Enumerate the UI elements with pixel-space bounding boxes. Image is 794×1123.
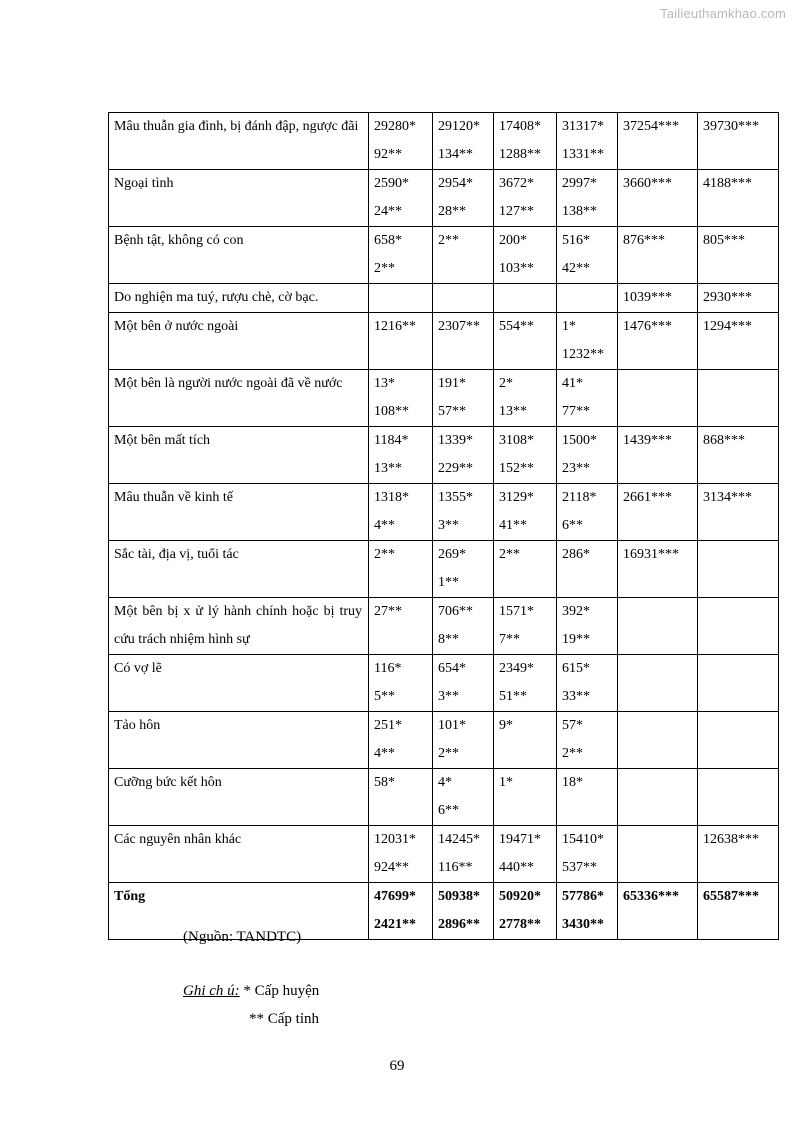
data-cell [557, 484, 618, 541]
row-label: Tảo hôn [109, 712, 369, 769]
cell-value: 29280* [374, 119, 416, 134]
cell-value: 29120* [438, 119, 480, 134]
cell-value: 41** [499, 518, 527, 533]
data-cell [433, 370, 494, 427]
data-cell [618, 313, 698, 370]
data-cell [618, 170, 698, 227]
data-cell [433, 883, 494, 940]
row-label: Một bên là người nước ngoài đã về nước [109, 370, 369, 427]
data-cell [494, 313, 557, 370]
data-cell [557, 712, 618, 769]
cell-value: 116* [374, 661, 402, 676]
cell-value: 2** [438, 746, 459, 761]
data-cell [618, 826, 698, 883]
cell-value: 14245* [438, 832, 480, 847]
cell-value: 2778** [499, 917, 541, 932]
cell-value: 1232** [562, 347, 604, 362]
cell-value: 33** [562, 689, 590, 704]
data-cell [557, 655, 618, 712]
cell-value: 42** [562, 261, 590, 276]
data-cell [433, 227, 494, 284]
row-label: Một bên mất tích [109, 427, 369, 484]
cell-value: 12031* [374, 832, 416, 847]
data-cell [369, 113, 433, 170]
cell-value: 1** [438, 575, 459, 590]
note-line-2: ** Cấp tỉnh [249, 1011, 319, 1027]
cell-value: 3129* [499, 490, 534, 505]
cell-value: 13* [374, 376, 395, 391]
data-cell [618, 113, 698, 170]
cell-value: 286* [562, 547, 590, 562]
cell-value: 706** [438, 604, 473, 619]
cell-value: 2* [499, 376, 513, 391]
data-cell [698, 313, 779, 370]
table-row [109, 170, 779, 227]
data-cell [557, 284, 618, 313]
data-cell [494, 598, 557, 655]
cell-value: 191* [438, 376, 466, 391]
cell-value: 47699* [374, 889, 416, 904]
data-cell [369, 769, 433, 826]
cell-value: 1355* [438, 490, 473, 505]
cell-value: 77** [562, 404, 590, 419]
table-row [109, 655, 779, 712]
data-cell [494, 170, 557, 227]
data-cell [369, 712, 433, 769]
data-cell [494, 769, 557, 826]
table-row [109, 769, 779, 826]
cell-value: 2** [562, 746, 583, 761]
data-cell [698, 598, 779, 655]
cell-value: 101* [438, 718, 466, 733]
data-cell [369, 826, 433, 883]
data-cell [618, 484, 698, 541]
data-cell [698, 712, 779, 769]
cell-value: 58* [374, 775, 395, 790]
cell-value: 554** [499, 319, 534, 334]
data-cell [557, 370, 618, 427]
data-cell [698, 883, 779, 940]
cell-value: 92** [374, 147, 402, 162]
cell-value: 2997* [562, 176, 597, 191]
cell-value: 50920* [499, 889, 541, 904]
table-row [109, 113, 779, 170]
table-body [109, 113, 779, 940]
cell-value: 5** [374, 689, 395, 704]
cell-value: 41* [562, 376, 583, 391]
cell-value: 134** [438, 147, 473, 162]
row-label: Bệnh tật, không có con [109, 227, 369, 284]
cell-value: 116** [438, 860, 473, 875]
cell-value: 19** [562, 632, 590, 647]
data-cell [618, 284, 698, 313]
data-cell [557, 598, 618, 655]
table-row [109, 541, 779, 598]
table-row [109, 313, 779, 370]
legend-note [183, 983, 319, 1000]
data-cell [494, 655, 557, 712]
data-cell [557, 769, 618, 826]
cell-value: 2** [374, 547, 395, 562]
note-line-1: * Cấp huyện [239, 983, 320, 999]
cell-value: 9* [499, 718, 513, 733]
cell-value: 8** [438, 632, 459, 647]
cell-value: 65587*** [703, 889, 759, 904]
watermark: Tailieuthamkhao.com [660, 6, 786, 21]
cell-value: 1288** [499, 147, 541, 162]
table-row [109, 826, 779, 883]
page-number: 69 [389, 1058, 405, 1074]
row-label: Một bên bị x ử lý hành chính hoặc bị truy cứu trách nhiệm hình sự [109, 598, 369, 655]
data-cell [494, 370, 557, 427]
cell-value: 6** [438, 803, 459, 818]
cell-value: 868*** [703, 433, 745, 448]
cell-value: 3** [438, 689, 459, 704]
cell-value: 2** [438, 233, 459, 248]
cell-value: 1* [499, 775, 513, 790]
cell-value: 152** [499, 461, 534, 476]
cell-value: 27** [374, 604, 402, 619]
data-cell [698, 427, 779, 484]
data-cell [698, 113, 779, 170]
data-cell [433, 484, 494, 541]
data-cell [698, 484, 779, 541]
row-label: Sắc tài, địa vị, tuổi tác [109, 541, 369, 598]
cell-value: 28** [438, 204, 466, 219]
cell-value: 392* [562, 604, 590, 619]
cell-value: 537** [562, 860, 597, 875]
cell-value: 1476*** [623, 319, 672, 334]
data-cell [557, 826, 618, 883]
cell-value: 51** [499, 689, 527, 704]
data-cell [698, 655, 779, 712]
cell-value: 2930*** [703, 290, 752, 305]
cell-value: 4* [438, 775, 452, 790]
data-cell [494, 484, 557, 541]
cell-value: 1331** [562, 147, 604, 162]
row-label: Tổng [109, 883, 369, 940]
data-cell [618, 370, 698, 427]
cell-value: 2349* [499, 661, 534, 676]
table-row [109, 427, 779, 484]
cell-value: 19471* [499, 832, 541, 847]
row-label: Mâu thuẫn về kinh tế [109, 484, 369, 541]
data-cell [698, 769, 779, 826]
cell-value: 1184* [374, 433, 409, 448]
cell-value: 3108* [499, 433, 534, 448]
row-label: Một bên ở nước ngoài [109, 313, 369, 370]
data-cell [433, 313, 494, 370]
cell-value: 3134*** [703, 490, 752, 505]
cell-value: 24** [374, 204, 402, 219]
cell-value: 2** [499, 547, 520, 562]
cell-value: 17408* [499, 119, 541, 134]
data-cell [698, 227, 779, 284]
row-label: Cưỡng bức kết hôn [109, 769, 369, 826]
data-cell [369, 284, 433, 313]
data-cell [494, 541, 557, 598]
cell-value: 4188*** [703, 176, 752, 191]
cell-value: 1294*** [703, 319, 752, 334]
cell-value: 229** [438, 461, 473, 476]
table-row [109, 370, 779, 427]
table-row [109, 484, 779, 541]
cell-value: 2896** [438, 917, 480, 932]
cell-value: 39730*** [703, 119, 759, 134]
data-cell [698, 284, 779, 313]
data-cell [369, 227, 433, 284]
row-label: Ngoại tình [109, 170, 369, 227]
cell-value: 876*** [623, 233, 665, 248]
data-cell [369, 313, 433, 370]
data-cell [433, 113, 494, 170]
data-cell [494, 883, 557, 940]
cell-value: 37254*** [623, 119, 679, 134]
cell-value: 924** [374, 860, 409, 875]
data-cell [618, 712, 698, 769]
data-cell [433, 598, 494, 655]
table-row [109, 598, 779, 655]
cell-value: 2421** [374, 917, 416, 932]
cell-value: 31317* [562, 119, 604, 134]
cell-value: 127** [499, 204, 534, 219]
source-note: (Nguồn: TANDTC) [183, 929, 302, 945]
data-cell [369, 598, 433, 655]
cell-value: 1500* [562, 433, 597, 448]
cell-value: 13** [374, 461, 402, 476]
data-cell [698, 370, 779, 427]
data-cell [494, 284, 557, 313]
cell-value: 3** [438, 518, 459, 533]
data-cell [618, 655, 698, 712]
data-cell [557, 170, 618, 227]
data-cell [557, 883, 618, 940]
row-label: Các nguyên nhân khác [109, 826, 369, 883]
data-cell [433, 655, 494, 712]
cell-value: 57786* [562, 889, 604, 904]
cell-value: 16931*** [623, 547, 679, 562]
cell-value: 805*** [703, 233, 745, 248]
data-cell [698, 170, 779, 227]
cell-value: 12638*** [703, 832, 759, 847]
data-cell [494, 227, 557, 284]
data-cell [557, 541, 618, 598]
data-cell [698, 826, 779, 883]
cell-value: 23** [562, 461, 590, 476]
cell-value: 3430** [562, 917, 604, 932]
data-cell [369, 370, 433, 427]
cell-value: 1* [562, 319, 576, 334]
cell-value: 138** [562, 204, 597, 219]
cell-value: 50938* [438, 889, 480, 904]
data-cell [618, 227, 698, 284]
cell-value: 2118* [562, 490, 597, 505]
cell-value: 516* [562, 233, 590, 248]
row-label: Do nghiện ma tuý, rượu chè, cờ bạc. [109, 284, 369, 313]
cell-value: 2590* [374, 176, 409, 191]
cell-value: 2307** [438, 319, 480, 334]
cell-value: 103** [499, 261, 534, 276]
cell-value: 6** [562, 518, 583, 533]
cell-value: 658* [374, 233, 402, 248]
cell-value: 1039*** [623, 290, 672, 305]
data-cell [557, 227, 618, 284]
data-cell [433, 712, 494, 769]
cell-value: 4** [374, 518, 395, 533]
data-cell [494, 113, 557, 170]
note-title: Ghi ch ú: [183, 983, 240, 999]
table-row [109, 712, 779, 769]
data-cell [618, 427, 698, 484]
data-cell [557, 113, 618, 170]
cell-value: 1439*** [623, 433, 672, 448]
cell-value: 2** [374, 261, 395, 276]
cell-value: 269* [438, 547, 466, 562]
data-cell [433, 427, 494, 484]
cell-value: 57* [562, 718, 583, 733]
data-cell [618, 769, 698, 826]
data-cell [369, 541, 433, 598]
cell-value: 200* [499, 233, 527, 248]
cell-value: 1318* [374, 490, 409, 505]
divorce-causes-table [108, 112, 779, 940]
data-cell [494, 826, 557, 883]
table-row [109, 227, 779, 284]
row-label: Mâu thuẫn gia đình, bị đánh đập, ngược đãi [109, 113, 369, 170]
cell-value: 3660*** [623, 176, 672, 191]
cell-value: 3672* [499, 176, 534, 191]
cell-value: 1216** [374, 319, 416, 334]
cell-value: 2954* [438, 176, 473, 191]
data-cell [618, 598, 698, 655]
cell-value: 1339* [438, 433, 473, 448]
cell-value: 15410* [562, 832, 604, 847]
data-cell [494, 427, 557, 484]
cell-value: 654* [438, 661, 466, 676]
cell-value: 2661*** [623, 490, 672, 505]
data-cell [557, 427, 618, 484]
cell-value: 615* [562, 661, 590, 676]
cell-value: 440** [499, 860, 534, 875]
data-cell [494, 712, 557, 769]
table-row [109, 284, 779, 313]
data-cell [369, 655, 433, 712]
data-cell [557, 313, 618, 370]
data-cell [369, 170, 433, 227]
cell-value: 251* [374, 718, 402, 733]
data-cell [369, 484, 433, 541]
data-cell [433, 769, 494, 826]
data-cell [433, 170, 494, 227]
cell-value: 108** [374, 404, 409, 419]
data-cell [369, 427, 433, 484]
data-cell [433, 826, 494, 883]
data-cell [369, 883, 433, 940]
cell-value: 7** [499, 632, 520, 647]
cell-value: 65336*** [623, 889, 679, 904]
data-cell [433, 541, 494, 598]
data-cell [618, 883, 698, 940]
cell-value: 4** [374, 746, 395, 761]
data-cell [618, 541, 698, 598]
row-label: Có vợ lẽ [109, 655, 369, 712]
cell-value: 18* [562, 775, 583, 790]
cell-value: 1571* [499, 604, 534, 619]
cell-value: 57** [438, 404, 466, 419]
data-cell [698, 541, 779, 598]
data-cell [433, 284, 494, 313]
cell-value: 13** [499, 404, 527, 419]
